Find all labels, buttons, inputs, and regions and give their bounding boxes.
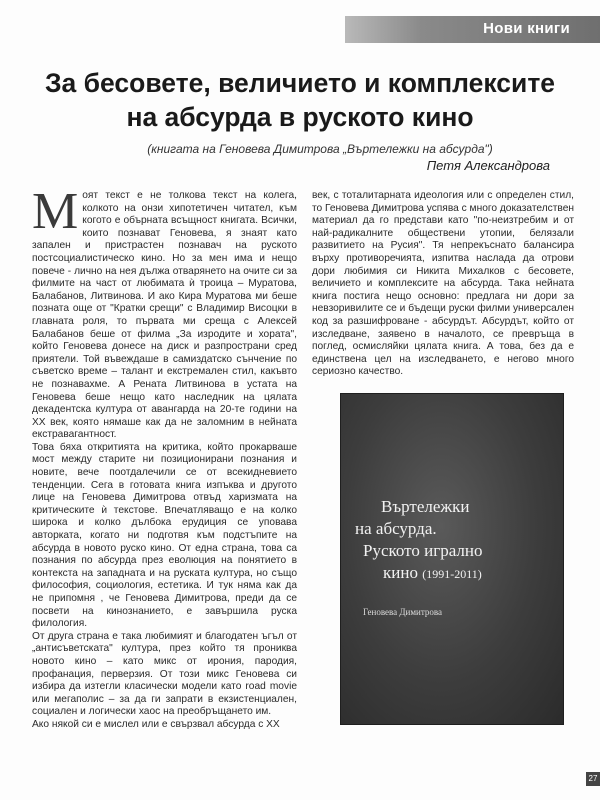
book-cover-years: (1991-2011) bbox=[422, 567, 482, 581]
book-cover-author: Геновева Димитрова bbox=[363, 607, 443, 617]
book-cover-title bbox=[355, 496, 555, 585]
book-cover-title-word: кино bbox=[383, 563, 418, 582]
article-title-line-1: За бесовете, величието и комплексите bbox=[44, 68, 556, 98]
paragraph-1-text: оят текст е не толкова текст на колега, колкото на онзи хипотетичен читател, към когото е обърната всъщност книгата. Всички, които познават Геновева, я знаят като запален и пристрастен познавач на руското постсоциалистическо кино. Но за мен има и нещо повече - лично на нея дължа отварянето на очите си за филмите на част от любимата ѝ троица – Муратова, Балабанов, Литвинова. И ако Кира Муратова ми беше позната още от "Кратки срещи" с Владимир Висоцки в главната роля, то първата ми среща с Алексей Балабанов беше от филма „За изродите и хората", който Геновева донесе на диск и разпространи сред приятели. Той въвеждаше в самиздатско сънчение по съветско време – талант и екстремален стил, какъвто не познавахме. А Рената Литвинова в устата на Геновева беше нещо като наследник на цялата декадентска култура от авангарда на 20-те години на ХХ век, която нямаше как да не заломним в нейната екстравагантност. bbox=[32, 190, 297, 441]
article-column-right bbox=[312, 190, 574, 379]
book-cover-image bbox=[341, 394, 563, 724]
article-title bbox=[20, 66, 580, 134]
book-cover-title-line-3: Руското игрално bbox=[363, 541, 483, 560]
paragraph-4: Ако някой си е мислел или е свързвал абсурда с ХХ bbox=[32, 718, 280, 730]
article-column-left bbox=[32, 183, 297, 732]
section-label: Нови книги bbox=[483, 20, 570, 37]
paragraph-1 bbox=[32, 183, 297, 442]
article-author: Петя Александрова bbox=[426, 158, 550, 173]
article-title-line-2: на абсурда в руското кино bbox=[126, 102, 474, 132]
book-cover-title-line-2: на абсурда. bbox=[355, 519, 437, 538]
page-number: 27 bbox=[586, 772, 600, 786]
paragraph-3: От друга страна е така любимият и благодатен ъгъл от „антисъветската" култура, през който тя прониква новото кино – като микс от ирония, пародия, профанация, перверзия. От този микс Геновева си избира да изтегли класически модели като road movie или мегаполис – за да ги запрати в екзистенциален, социален и логически хаос на преобръщането им. bbox=[32, 630, 297, 718]
paragraph-2: Това бяха откритията на критика, който прокарваше мост между старите ни позиционирани познания и новите, вече поотдалечили се от всекидневието тенденции. Сега в готовата книга изпъква и другото лице на Геновева Димитрова отвъд харизмата на критическите ѝ текстове. Впечатляващо е на колко широка и колко дълбока ерудиция се уповава авторката, когато ни подготвя към подстъпите на абсурда в новото руско кино. От една страна, това са познания по абсурда през еволюция на понятието в контекста на западната и на руската култура, но също философия, социология, естетика. И тук няма как да не припомня , че Геновева Димитрова, преди да се посвети на кинознанието, е завършила руска филология. bbox=[32, 441, 297, 630]
article-subtitle: (книгата на Геновева Димитрова „Въртележки на абсурда") bbox=[147, 142, 493, 156]
book-cover-title-line-4 bbox=[355, 562, 555, 585]
section-header-bar bbox=[345, 16, 600, 43]
drop-cap: М bbox=[32, 183, 79, 240]
paragraph-5: век, с тоталитарната идеология или с определен стил, то Геновева Димитрова успява с много доказателствен материал да го представи като "по-неизтребим и от най-радикалните обществени утопии, белязали развитието на Русия". Тя непрекъснато балансира върху противоречията, изпитва наслада да отрови дори любимия си Никита Михалков с бесовете, величието и комплексите на абсурда. Така нейната книга постига нещо основно: предлага ни дори за невзоривилите се и бъдещи руски филми универсален код за разшифроване - абсурдът. Абсурдът, който от изследване, заявено в началото, се превръща в поглед, осмисляйки цялата книга. А това, без да е единствена цел на изследването, е негово много сериозно качество. bbox=[312, 190, 574, 378]
book-cover-title-line-1: Въртележки bbox=[381, 497, 470, 516]
